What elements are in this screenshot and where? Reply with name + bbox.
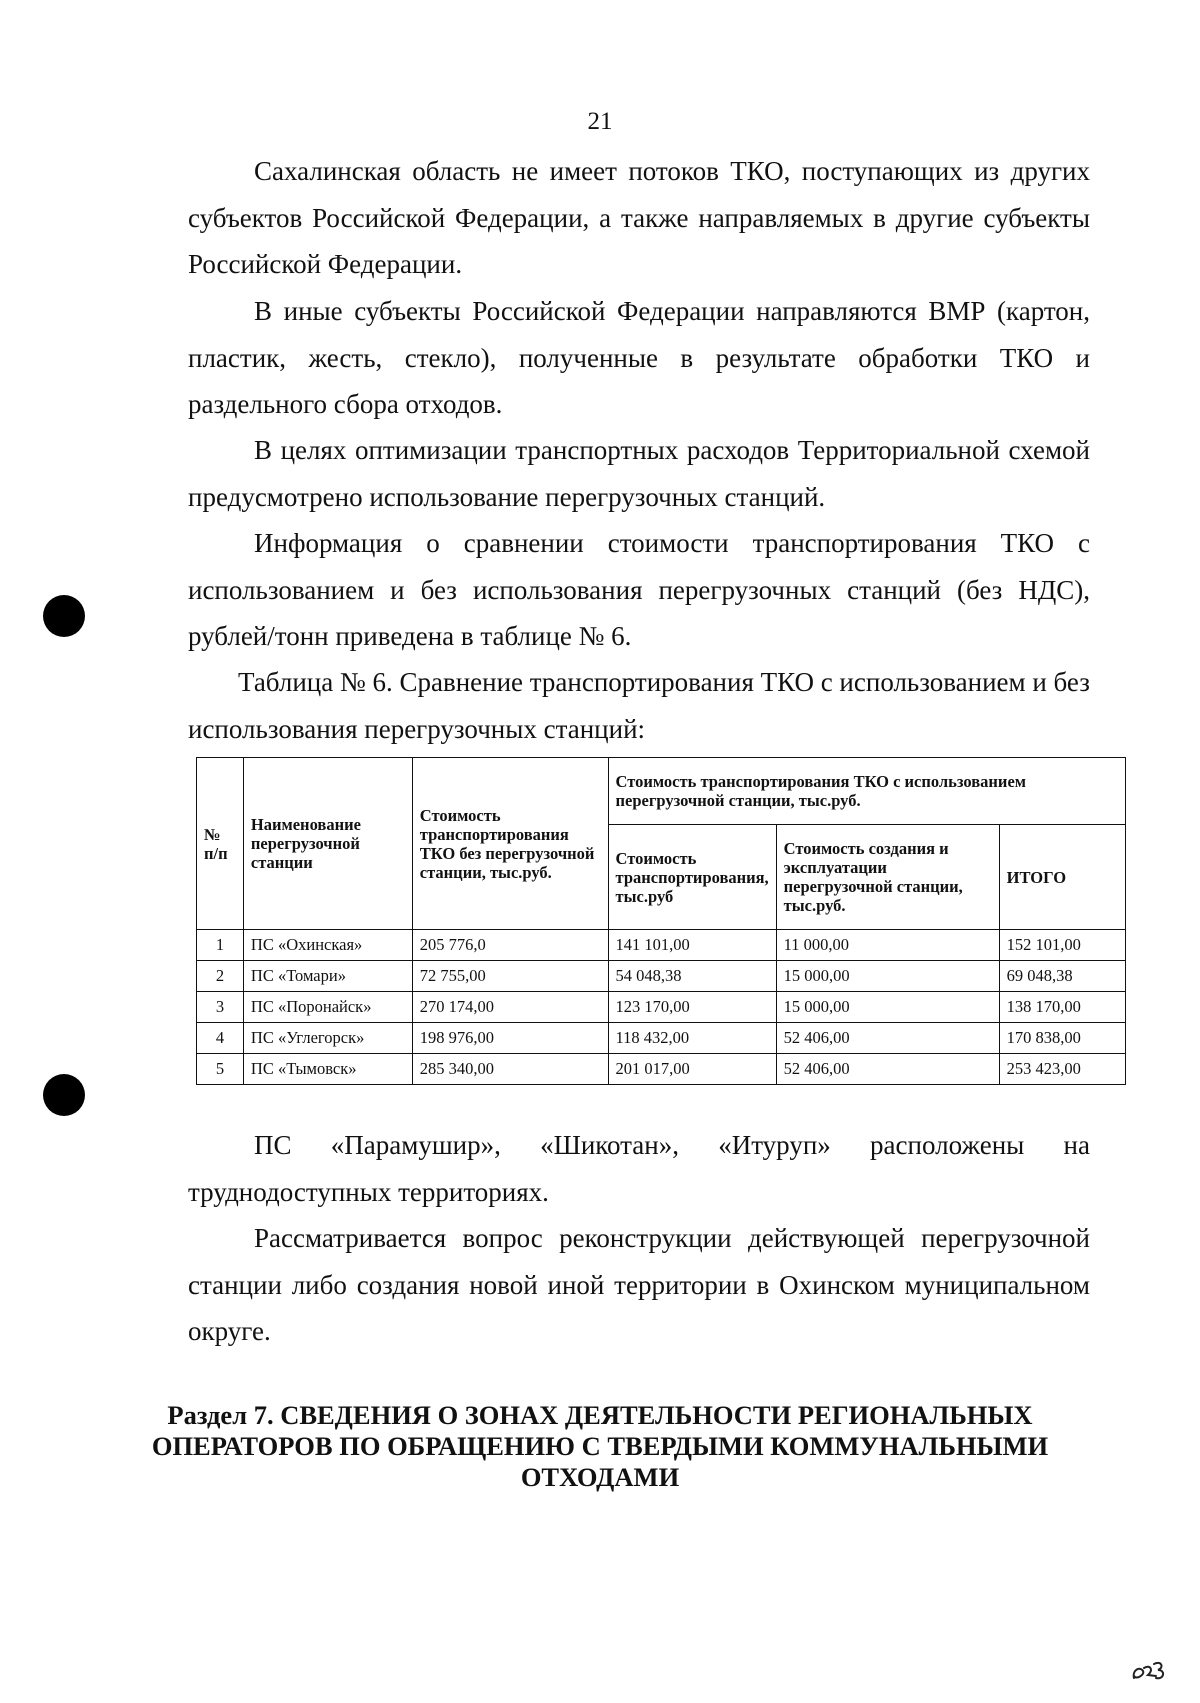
cell-station-name: ПС «Тымовск» (243, 1054, 412, 1085)
paragraph-table-reference: Информация о сравнении стоимости транспортирования ТКО с использованием и без использования перегрузочных станций (без НДС), рублей/тонн приведена в таблице № 6. (188, 528, 1090, 651)
cell-station-cost: 15 000,00 (776, 961, 999, 992)
cell-cost-without: 285 340,00 (412, 1054, 608, 1085)
paragraph-no-external-flows: Сахалинская область не имеет потоков ТКО, поступающих из других субъектов Российской Федерации, а также направляемых в другие субъекты Российской Федерации. (188, 156, 1090, 279)
cell-total: 253 423,00 (999, 1054, 1125, 1085)
cell-station-name: ПС «Охинская» (243, 930, 412, 961)
header-cost-with-station-group: Стоимость транспортирования ТКО с использованием перегрузочной станции, тыс.руб. (608, 758, 1125, 825)
comparison-table (196, 757, 1126, 1085)
cell-station-name: ПС «Поронайск» (243, 992, 412, 1023)
header-transport-cost: Стоимость транспортирования, тыс.руб (608, 825, 776, 930)
binder-hole (43, 1074, 85, 1116)
table-row (197, 1023, 1126, 1054)
cell-station-name: ПС «Томари» (243, 961, 412, 992)
cell-num: 4 (197, 1023, 244, 1054)
cell-total: 152 101,00 (999, 930, 1125, 961)
table-row (197, 930, 1126, 961)
cell-cost-without: 270 174,00 (412, 992, 608, 1023)
page-number: 21 (587, 108, 613, 135)
header-cost-without-station: Стоимость транспортирования ТКО без перегрузочной станции, тыс.руб. (412, 758, 608, 930)
cell-num: 1 (197, 930, 244, 961)
table-row (197, 1054, 1126, 1085)
cell-num: 2 (197, 961, 244, 992)
cell-transport-cost: 123 170,00 (608, 992, 776, 1023)
paragraph-remote-stations: ПС «Парамушир», «Шикотан», «Итуруп» расположены на труднодоступных территориях. (188, 1130, 1090, 1207)
cell-station-name: ПС «Углегорск» (243, 1023, 412, 1054)
table-row (197, 961, 1126, 992)
cell-total: 69 048,38 (999, 961, 1125, 992)
header-station-cost: Стоимость создания и эксплуатации перегрузочной станции, тыс.руб. (776, 825, 999, 930)
section-heading: Раздел 7. СВЕДЕНИЯ О ЗОНАХ ДЕЯТЕЛЬНОСТИ РЕГИОНАЛЬНЫХ ОПЕРАТОРОВ ПО ОБРАЩЕНИЮ С ТВЕРДЫМИ КОММУНАЛЬНЫМИ ОТХОДАМИ (151, 1400, 1049, 1492)
header-station-name: Наименование перегрузочной станции (243, 758, 412, 930)
cell-num: 3 (197, 992, 244, 1023)
cell-transport-cost: 54 048,38 (608, 961, 776, 992)
table-row (197, 992, 1126, 1023)
cell-num: 5 (197, 1054, 244, 1085)
paragraph-transfer-stations: В целях оптимизации транспортных расходов Территориальной схемой предусмотрено использование перегрузочных станций. (188, 435, 1090, 512)
paragraph-reconstruction: Рассматривается вопрос реконструкции действующей перегрузочной станции либо создания новой иной территории в Охинском муниципальном округе. (188, 1223, 1090, 1346)
cell-station-cost: 15 000,00 (776, 992, 999, 1023)
table-caption: Таблица № 6. Сравнение транспортирования ТКО с использованием и без использования перегрузочных станций: (188, 667, 1090, 744)
cell-transport-cost: 118 432,00 (608, 1023, 776, 1054)
cell-station-cost: 52 406,00 (776, 1054, 999, 1085)
paragraph-secondary-resources: В иные субъекты Российской Федерации направляются ВМР (картон, пластик, жесть, стекло), полученные в результате обработки ТКО и раздельного сбора отходов. (188, 296, 1090, 419)
cell-station-cost: 52 406,00 (776, 1023, 999, 1054)
header-total: ИТОГО (999, 825, 1125, 930)
binder-hole (43, 595, 85, 637)
cell-station-cost: 11 000,00 (776, 930, 999, 961)
cell-cost-without: 72 755,00 (412, 961, 608, 992)
cell-total: 170 838,00 (999, 1023, 1125, 1054)
handwritten-page-mark (1130, 1658, 1170, 1684)
cell-cost-without: 205 776,0 (412, 930, 608, 961)
header-num: № п/п (197, 758, 244, 930)
cell-total: 138 170,00 (999, 992, 1125, 1023)
cell-cost-without: 198 976,00 (412, 1023, 608, 1054)
cell-transport-cost: 201 017,00 (608, 1054, 776, 1085)
cell-transport-cost: 141 101,00 (608, 930, 776, 961)
